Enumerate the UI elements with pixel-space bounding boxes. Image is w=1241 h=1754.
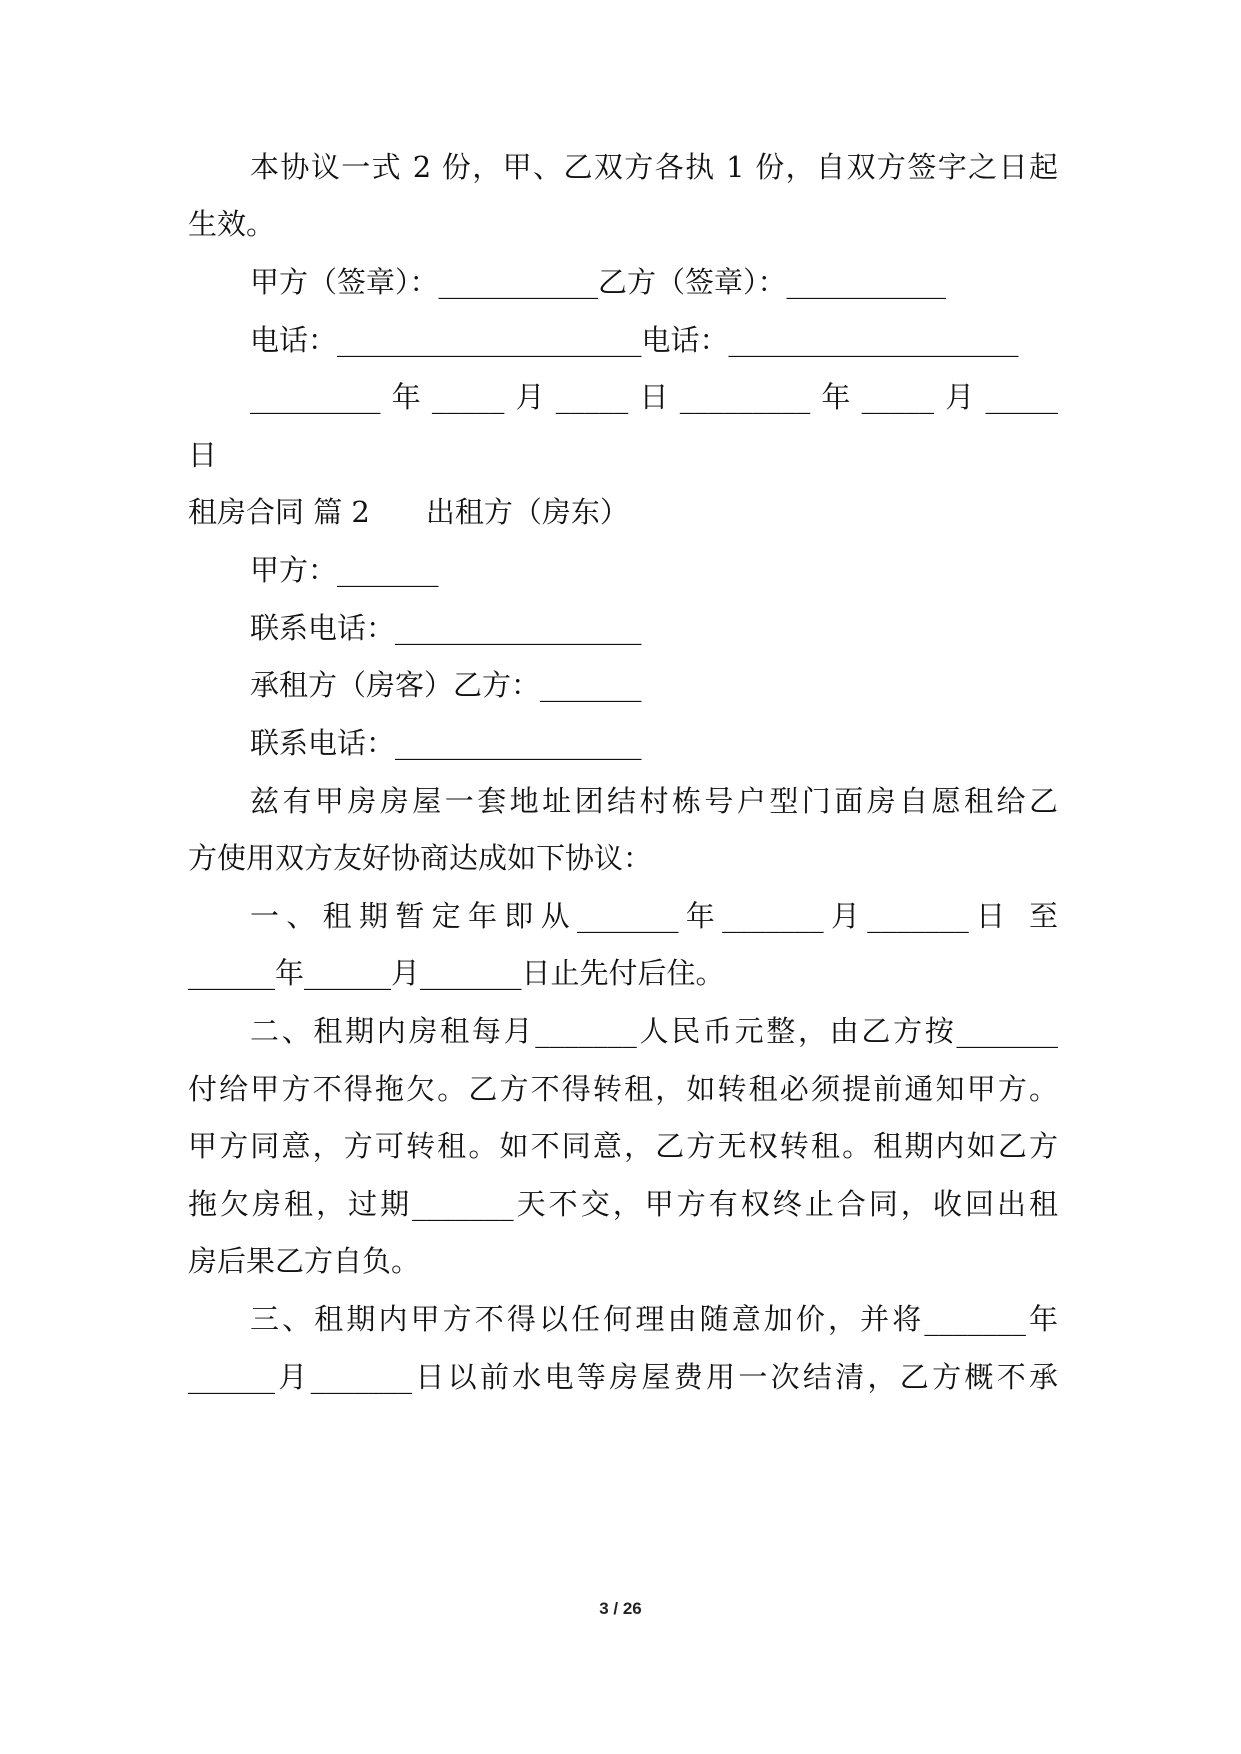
clause-1-line-2: ______年______月_______日止先付后住。 bbox=[188, 956, 725, 990]
clause-2-line-2: 付给甲方不得拖欠。乙方不得转租，如转租必须提前通知甲方。 bbox=[188, 1072, 1058, 1106]
clause-1-line-1: 一、租期暂定年即从_______年_______月_______日 至 bbox=[250, 899, 1058, 933]
clause-3-line-1: 三、租期内甲方不得以任何理由随意加价，并将_______年 bbox=[250, 1302, 1058, 1336]
date-line-2: 日 bbox=[188, 438, 218, 472]
intro-line-1: 兹有甲房房屋一套地址团结村栋号户型门面房自愿租给乙 bbox=[250, 784, 1058, 818]
contact-b-line: 联系电话：_________________ bbox=[250, 726, 642, 760]
signature-line: 甲方（签章）：___________乙方（签章）：___________ bbox=[250, 265, 947, 299]
paragraph-effective-line-2: 生效。 bbox=[188, 207, 276, 241]
section-heading-lessor: 出租方（房东） bbox=[425, 495, 629, 529]
section-heading-title: 租房合同 篇 2 bbox=[188, 495, 370, 529]
contact-a-line: 联系电话：_________________ bbox=[250, 611, 642, 645]
party-a-line: 甲方：_______ bbox=[250, 553, 439, 587]
date-line-1: _________年_____月_____日_________年_____月_____ bbox=[250, 380, 1058, 414]
page-number: 3 / 26 bbox=[599, 1599, 642, 1618]
clause-2-line-5: 房后果乙方自负。 bbox=[188, 1244, 421, 1278]
clause-2-line-3: 甲方同意，方可转租。如不同意，乙方无权转租。租期内如乙方 bbox=[188, 1129, 1058, 1163]
paragraph-effective-line-1: 本协议一式 2 份，甲、乙双方各执 1 份，自双方签字之日起 bbox=[250, 150, 1058, 184]
clause-2-line-1: 二、租期内房租每月_______人民币元整，由乙方按_______ bbox=[250, 1014, 1058, 1048]
intro-line-2: 方使用双方友好协商达成如下协议： bbox=[188, 841, 653, 875]
section-heading bbox=[188, 492, 1058, 532]
clause-3-line-2: ______月_______日以前水电等房屋费用一次结清，乙方概不承 bbox=[188, 1360, 1058, 1394]
clause-2-line-4: 拖欠房租，过期_______天不交，甲方有权终止合同，收回出租 bbox=[188, 1187, 1058, 1221]
phone-line: 电话：_____________________电话：____________________ bbox=[250, 323, 1019, 357]
tenant-line: 承租方（房客）乙方：_______ bbox=[250, 668, 642, 702]
